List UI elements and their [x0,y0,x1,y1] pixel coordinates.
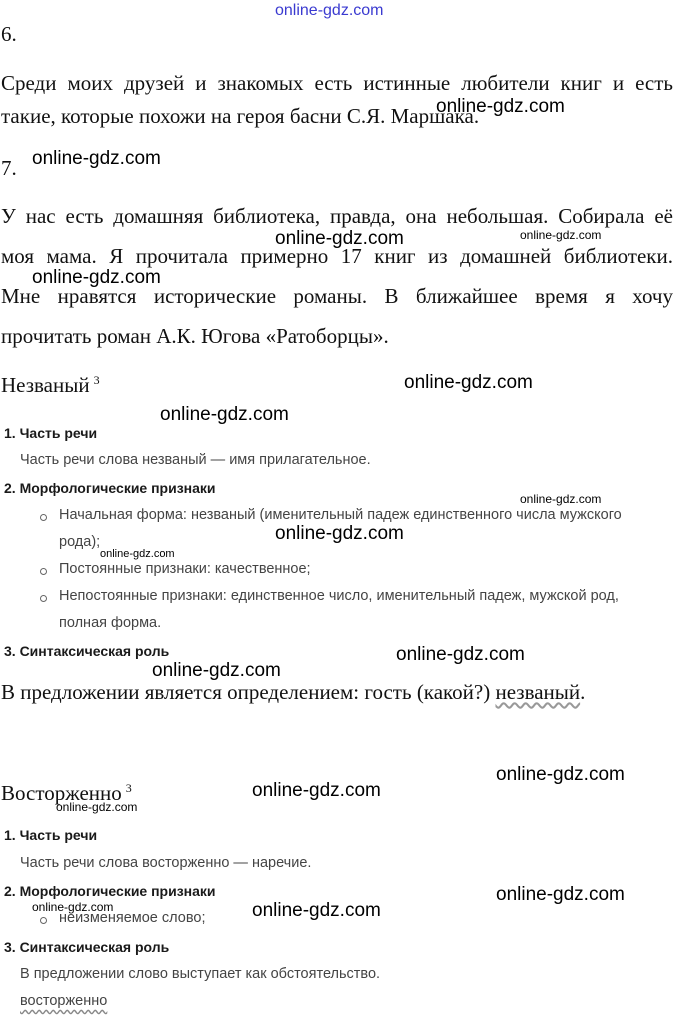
list-item-continuation: полная форма. [59,615,162,631]
section-heading: 2. Морфологические признаки [4,480,216,496]
list-item: неизменяемое слово; [59,910,206,926]
watermark: online-gdz.com [404,372,533,393]
watermark-top: online-gdz.com [275,2,384,19]
word-title-text: Восторженно [1,781,122,805]
section-heading: 2. Морфологические признаки [4,883,216,899]
paragraph-line: Среди моих друзей и знакомых есть истинные любители книг и есть [1,71,673,95]
watermark: online-gdz.com [252,780,381,801]
paragraph-line: У нас есть домашняя библиотека, правда, она небольшая. Собирала её [1,204,673,228]
list-item: Непостоянные признаки: единственное число, именительный падеж, мужской род, [59,588,619,604]
section-text: Часть речи слова восторженно — наречие. [20,855,312,871]
task-6-paragraph [1,68,673,131]
underlined-word: незваный [495,680,581,704]
section-heading: 1. Часть речи [4,425,98,441]
circle-bullet-icon [40,568,47,575]
section-text: В предложении слово выступает как обстоятельство. [20,966,381,982]
paragraph-line: Мне нравятся исторические романы. В ближайшее время я хочу [1,284,673,308]
list-item: Постоянные признаки: качественное; [59,561,311,577]
watermark: online-gdz.com [32,148,161,169]
sentence-end: . [580,680,586,704]
watermark: online-gdz.com [496,764,625,785]
watermark: online-gdz.com [436,96,565,117]
section-heading: 3. Синтаксическая роль [4,643,170,659]
paragraph-line: моя мама. Я прочитала примерно 17 книг из домашней библиотеки. [1,244,673,268]
watermark: online-gdz.com [100,548,175,560]
watermark: online-gdz.com [152,660,281,681]
underlined-word: восторженно [20,993,108,1009]
watermark: online-gdz.com [496,884,625,905]
watermark: online-gdz.com [252,900,381,921]
section-heading: 3. Синтаксическая роль [4,939,170,955]
watermark: online-gdz.com [520,492,602,506]
word-title [1,365,100,400]
list-item-continuation: рода); [59,534,101,550]
list-item: Начальная форма: незваный (именительный падеж единственного числа мужского [59,507,622,523]
watermark: online-gdz.com [520,228,602,242]
circle-bullet-icon [40,514,47,521]
sentence-text: В предложении является определением: гость (какой?) [1,680,496,704]
task-6-number: 6. [1,22,17,46]
footnote-mark: 3 [93,373,100,387]
word-title-text: Незваный [1,373,90,397]
paragraph-line: прочитать роман А.К. Югова «Ратоборцы». [1,324,389,348]
watermark: online-gdz.com [275,523,404,544]
task-7-number: 7. [1,156,17,180]
watermark: online-gdz.com [32,267,161,288]
watermark: online-gdz.com [275,228,404,249]
circle-bullet-icon [40,595,47,602]
watermark: online-gdz.com [160,404,289,425]
watermark: online-gdz.com [396,644,525,665]
paragraph-line: такие, которые похожи на героя басни С.Я. Маршака. [1,104,480,128]
syntax-sentence [1,677,585,707]
watermark: online-gdz.com [32,900,114,914]
section-heading: 1. Часть речи [4,827,98,843]
section-text: Часть речи слова незваный — имя прилагательное. [20,452,371,468]
watermark: online-gdz.com [56,800,138,814]
footnote-mark: 3 [125,781,132,795]
circle-bullet-icon [40,917,47,924]
